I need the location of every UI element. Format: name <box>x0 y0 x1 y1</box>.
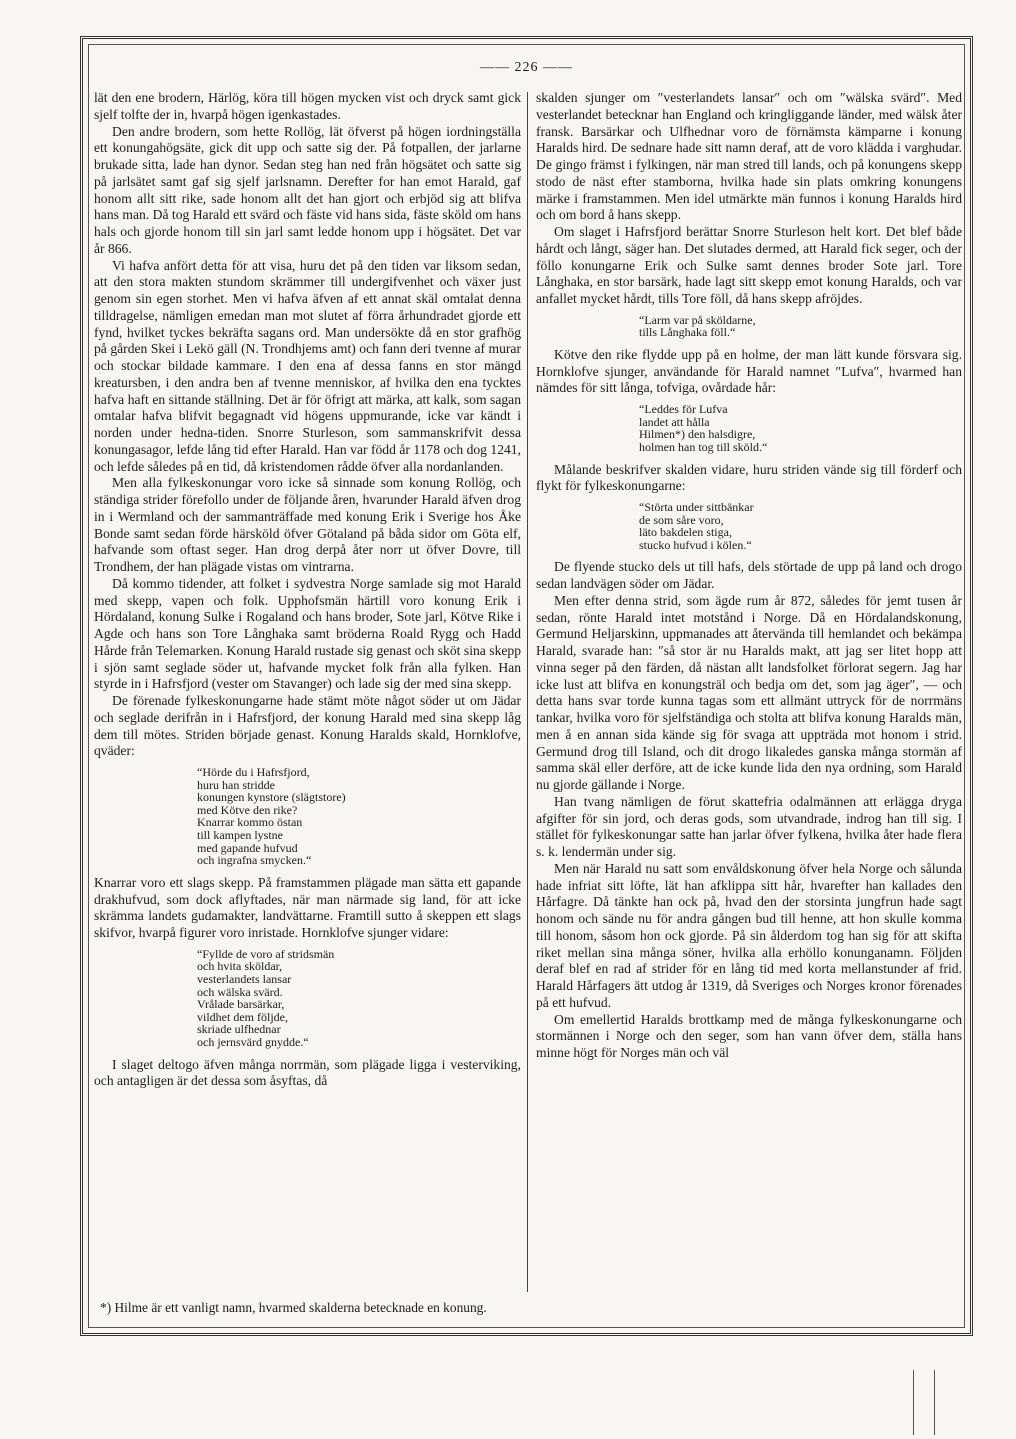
verse-line: till kampen lystne <box>197 827 283 842</box>
paragraph: Men när Harald nu satt som envåldskonung öfver hela Norge och sålunda hade infriat sitt löfte, lät han afklippa sitt hår, hvarefter han kallades den Hårfagre. Då tänkte han ock på, hvad den der storsinta jungfrun hade sagt honom och sände nu för andra gången bud till henne, att hon skulle komma till honom, såsom hon ock gjorde. På sin ålderdom tog han sig för att skifta riket mellan sina många söner, hvilka alla erhöllo konunganamn. Följden deraf blef en rad af strider för en lång tid med korta mellanstunder af frid. Harald Hårfagers ätt utdog år 1319, då Sveriges och Norges kronor förenades på ett hufvud. <box>536 860 962 1010</box>
verse-quote <box>197 948 521 1049</box>
paragraph: De flyende stucko dels ut till hafs, dels störtade de upp på land och drogo sedan landvägen söder om Jädar. <box>536 559 962 592</box>
verse-line: landet att hålla <box>639 414 710 429</box>
verse-line: med gapande hufvud <box>197 840 298 855</box>
verse-line: och wälska svärd. <box>197 984 283 999</box>
verse-quote <box>639 403 962 453</box>
column-divider <box>527 92 528 1292</box>
verse-line: “Störta under sittbänkar <box>639 500 754 515</box>
verse-line: skriade ulfhednar <box>197 1022 281 1037</box>
paragraph: Vi hafva anfört detta för att visa, huru det på den tiden var liksom sedan, att den stora makten stundom skrämmer till undergifvenhet och växer just genom sin egen storhet. Men vi hafva äfven af ett annat skäl omtalat denna tilldragelse, nämligen emedan man mot slutet af förra århundradet gjorde ett fynd, hvilket tyckes bekräfta sagans ord. Man undersökte då en stor grafhög på gården Skei i Lekö gäll (N. Trondhjems amt) och fann deri tvenne af murar och stockar bildade kammare. I den ena af dessa fanns en stor mängd kreatursben, i den andra ben af tvenne menniskor, af hvilka den ena tycktes hafva haft en sittande ställning. Det är för öfrigt att märka, att kalk, som sagan omtalar hafva blifvit begagnadt vid högens uppmurande, icke var kändt i norden under hedna-tiden. Snorre Sturleson, som sammanskrifvit dessa konungasagor, lefde lång tid efter Harald. Han var född år 1178 och dog 1241, och lefde således på en tid, då kristendomen rådde öfver alla nordanlanden. <box>94 257 521 474</box>
paragraph: De förenade fylkeskonungarne hade stämt möte något söder ut om Jädar och seglade derifrån in i Hafrsfjord, der konung Harald med sina skepp låg dem till mötes. Striden började genast. Konung Haralds skald, Hornklofve, qväder: <box>94 693 521 759</box>
paragraph: Knarrar voro ett slags skepp. På framstammen plägade man sätta ett gapande drakhufvud, som dock aflyftades, när man närmade sig land, för att icke skrämma landets gudamakter, landvättarne. Framtill sutto å skeppen ett slags skifvor, hvarpå figurer voro inristade. Hornklofve sjunger vidare: <box>94 874 521 940</box>
paragraph: skalden sjunger om ″vesterlandets lansar″ och om ″wälska svärd″. Med vesterlandet betecknar han England och kringliggande länder, med wälsk åter fransk. Barsärkar och Ulfhednar voro de förnämsta kämparne i konung Haralds hird. De sednare hade sitt namn deraf, att de voro klädda i varghudar. De gingo främst i fylkingen, när man stred till lands, och på konungens skepp stodo de näst efter stamborna, hvilka hade sin plats omkring konungens märke i framstammen. Men idel utmärkte män funnos i konung Haralds hird och om bord å hans skepp. <box>536 90 962 223</box>
verse-quote <box>639 314 962 339</box>
paragraph: I slaget deltogo äfven många norrmän, som plägade ligga i vesterviking, och antagligen är det dessa som åsyftas, då <box>94 1056 521 1089</box>
verse-quote <box>197 766 521 867</box>
verse-line: Vrålade barsärkar, <box>197 997 285 1012</box>
paragraph: Målande beskrifver skalden vidare, huru striden vände sig till förderf och flykt för fylkeskonungarne: <box>536 461 962 494</box>
verse-line: och jernsvärd gnydde.“ <box>197 1034 309 1049</box>
paragraph: Kötve den rike flydde upp på en holme, der man lätt kunde försvara sig. Hornklofve sjunger, användande för Harald namnet ″Lufva″, hvarmed han nämdes för sitt långa, tofviga, ovårdade hår: <box>536 346 962 396</box>
verse-line: “Hörde du i Hafrsfjord, <box>197 765 310 779</box>
verse-line: Knarrar kommo östan <box>197 815 303 830</box>
verse-line: och ingrafna smycken.“ <box>197 853 312 868</box>
verse-line: “Larm var på sköldarne, <box>639 312 756 327</box>
verse-line: “Leddes för Lufva <box>639 402 728 417</box>
verse-line: och hvita sköldar, <box>197 959 283 974</box>
paragraph: Om slaget i Hafrsfjord berättar Snorre Sturleson helt kort. Det blef både hårdt och långt, säger han. Det slutades dermed, att Harald fick seger, och der föllo konungarne Erik och Sulke samt dennes broder Sote jarl. Tore Långhaka, en stor barsärk, hade lagt sitt skepp emot konung Haralds, och var anfallet mycket hårdt, tills Tore föll, då hans skepp afröjdes. <box>536 224 962 306</box>
verse-line: tills Långhaka föll.“ <box>639 325 736 340</box>
margin-marks <box>913 1370 935 1435</box>
verse-line: huru han stridde <box>197 777 275 792</box>
verse-line: vesterlandets lansar <box>197 971 292 986</box>
paragraph: Men alla fylkeskonungar voro icke så sinnade som konung Rollög, och ständiga strider förefollo under de följande åren, hvarunder Harald äfven drog in i Wermland och der sammanträffade med konung Erik i Sverige hos Åke Bonde samt sedan förde härsköld öfver Götaland på båda sidor om Göta elf, hafvande som oftast seger. Han drog derpå åter norr ut öfver Dovre, till Trondhem, der han plägade vistas om vintrarna. <box>94 475 521 574</box>
right-column <box>536 90 962 1062</box>
verse-quote <box>639 501 962 551</box>
paragraph: Han tvang nämligen de förut skattefria odalmännen att erlägga dryga afgifter för sin jord, och deras gods, som utvandrade, indrog han till sig. I stället för fylkeskonungar satte han jarlar öfver fylkena, hvilka åter hade flera s. k. lendermän under sig. <box>536 793 962 860</box>
verse-line: vildhet dem följde, <box>197 1009 288 1024</box>
verse-line: stucko hufvud i kölen.“ <box>639 537 752 552</box>
paragraph: Den andre brodern, som hette Rollög, lät öfverst på högen iordningställa ett konungahögsäte, gick dit upp och satte sig der. På fotpallen, der jarlarne brukade sitta, lade han dynor. Sedan steg han ned från högsätet och satte sig på jarlsätet samt gaf sig sjelf jarlsnamn. Derefter for han emot Harald, gaf honom allt sitt rike, sade honom allt det han gjort och erbjöd sig att blifva hans man. Då tog Harald ett svärd och fäste vid hans sida, fäste sköld om hans hals och gjorde honom till sin jarl samt ledde honom upp i högsätet. Det var år 866. <box>94 123 521 256</box>
verse-line: “Fyllde de voro af stridsmän <box>197 946 335 961</box>
footnote: *) Hilme är ett vanligt namn, hvarmed skalderna betecknade en konung. <box>100 1300 487 1315</box>
verse-line: Hilmen*) den halsdigre, <box>639 427 756 442</box>
verse-line: med Kötve den rike? <box>197 802 298 817</box>
paragraph: Men efter denna strid, som ägde rum år 872, således för jemt tusen år sedan, rönte Harald intet motstånd i Norge. Då en Hördalandskonung, Germund Heljarskinn, uppmanades att återvända till hemlandet och bekämpa Harald, svarade han: ″så stor är nu Haralds makt, att jag ser litet hopp att vinna seger på den färden, då nästan allt landsfolket förlorat segern. Jag har icke lust att blifva en konungsträl och bedja om det, som jag äger″, — och detta hans svar torde kunna tagas som ett allmänt uttryck för de norrmäns tankar, hvilka voro för sjelfständiga och stolta att blifva konung Haralds män, men å en annan sida kände sig för svaga att uppträda mot honom i strid. Germund drog till Island, och dit drogo likaledes ganska många stormän af samma skäl eller derföre, att de icke kunde lida den nya ordning, som Harald nu gjorde gällande i Norge. <box>536 592 962 793</box>
verse-line: läto bakdelen stiga, <box>639 525 732 540</box>
left-column <box>94 90 521 1090</box>
page-number-header: —— 226 —— <box>480 60 573 75</box>
verse-line: de som såre voro, <box>639 512 724 527</box>
verse-line: konungen kynstore (slägtstore) <box>197 790 346 805</box>
paragraph: Då kommo tidender, att folket i sydvestra Norge samlade sig mot Harald med skepp, vapen och folk. Upphofsmän härtill voro konung Erik i Hördaland, konung Sulke i Rogaland och hans broder, Sote jarl, Kötve Rike i Agde och hans son Tore Långhaka samt bröderna Roald Rygg och Hadd Hårde från Telemarken. Konung Harald rustade sig genast och sköt sina skepp i sjön samt seglade söder ut, hafvande mycket folk från alla fylken. Han styrde in i Hafrsfjord (vester om Stavanger) och lade sig der med sina skepp. <box>94 575 521 692</box>
paragraph: lät den ene brodern, Härlög, köra till högen mycken vist och dryck samt gick sjelf tolfte der in, hvarpå högen igenkastades. <box>94 90 521 122</box>
verse-line: holmen han tog till sköld.“ <box>639 439 768 454</box>
paragraph: Om emellertid Haralds brottkamp med de många fylkeskonungarne och stormännen i Norge och den seger, som han vann öfver dem, ställa hans minne högt för Norges män och väl <box>536 1011 962 1061</box>
